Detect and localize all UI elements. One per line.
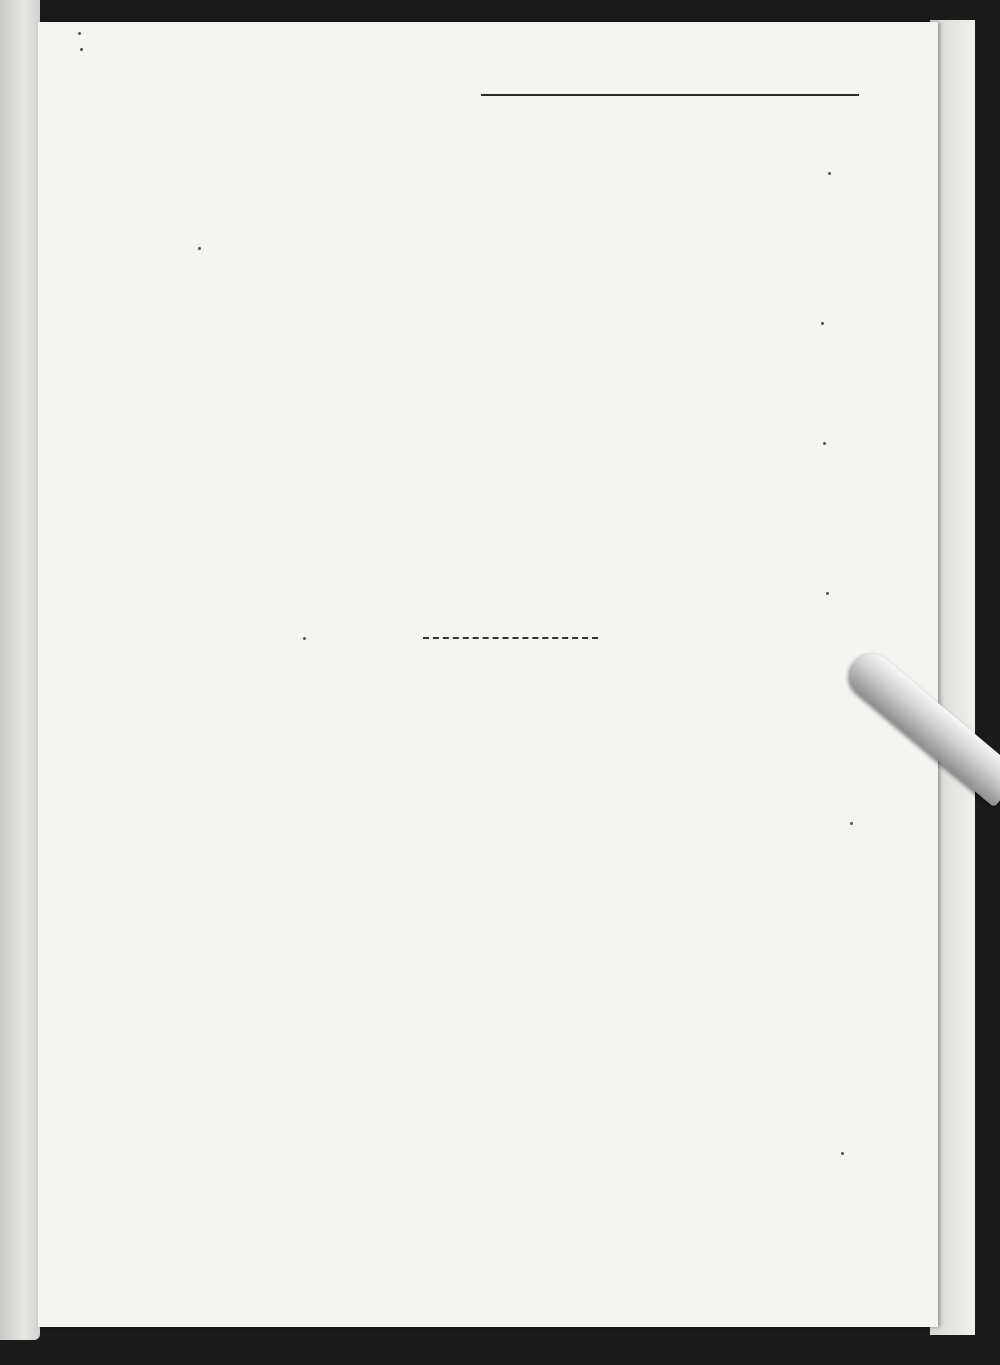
document-page <box>38 22 938 1327</box>
document-header <box>481 92 881 96</box>
header-continued <box>481 92 859 96</box>
adjacent-page-edge <box>0 0 40 1340</box>
section-divider <box>423 637 598 639</box>
